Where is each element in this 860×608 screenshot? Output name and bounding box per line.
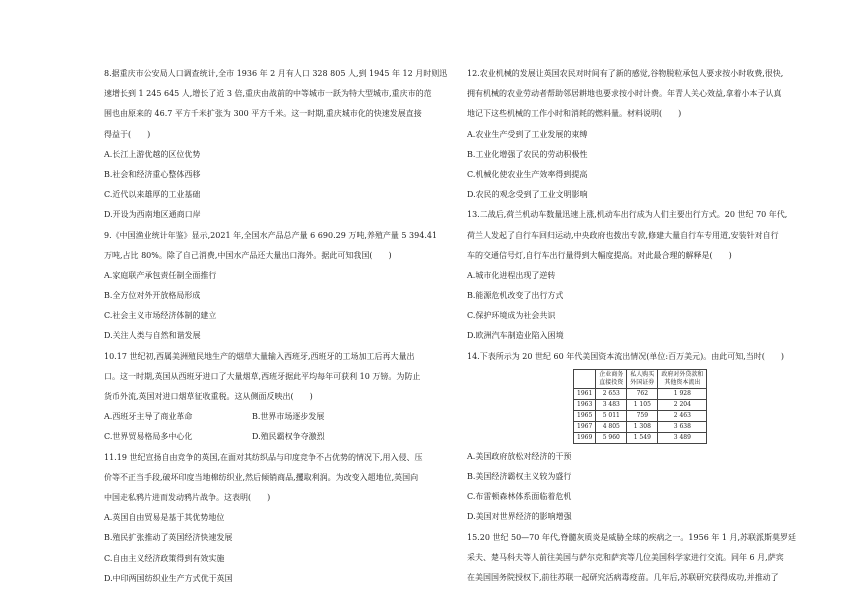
table-cell: 759 (627, 410, 658, 421)
text-line: C.自由主义经济政策得到有效实施 (104, 553, 225, 563)
table-row (574, 432, 707, 443)
right-column (467, 64, 807, 588)
text-line: B.殖民扩张推动了英国经济快速发展 (104, 533, 233, 543)
text-line: A.美国政府放松对经济的干预 (467, 451, 572, 461)
table-header-cell (627, 369, 658, 388)
option-text: A.西班牙主导了商业革命 (104, 412, 193, 422)
text-line: 14.下表所示为 20 世纪 60 年代美国资本流出情况(单位:百万美元)。由此可知,当时( ) (467, 351, 784, 361)
table-header-row (574, 369, 707, 388)
text-line: 15.20 世纪 50—70 年代,脊髓灰质炎是威胁全球的疾病之一。1956 年 1 月,苏联派斯莫罗廷 (467, 532, 797, 542)
table-cell: 1 549 (627, 432, 658, 443)
text-line: D.欧洲汽车制造业陷入困境 (467, 331, 564, 341)
text-line: 11.19 世纪宣扬自由竞争的英国,在面对其纺织品与印度竞争不占优势的情况下,用入侵、压 (104, 452, 423, 462)
header-text: 企业商务 (599, 370, 624, 378)
table-cell: 1965 (574, 410, 596, 421)
text-line: 速增长到 1 245 645 人,增长了近 3 倍,重庆由战前的中等城市一跃为特大型城市,重庆市的范 (104, 89, 432, 99)
table-cell: 3 489 (658, 432, 707, 443)
options-14-and-question-15 (467, 447, 807, 588)
text-line: D.关注人类与自然和谐发展 (104, 331, 201, 341)
text-line: 价等不正当手段,破坏印度当地棉纺织业,然后倾销商品,攫取利润。为改变入超地位,英国向 (104, 472, 419, 482)
table-header-cell (596, 369, 627, 388)
text-line: 12.农业机械的发展让英国农民对时间有了新的感觉,谷物脱粒承包人要求按小时收费,很快, (467, 69, 784, 78)
table-cell: 1967 (574, 421, 596, 432)
text-line: C.保护环境成为社会共识 (467, 311, 556, 321)
text-line: 货币外流,英国对进口烟草征收重税。这从侧面反映出( ) (104, 392, 313, 401)
text-line: C.布雷顿森林体系面临着危机 (467, 492, 572, 502)
text-line: C.社会主义市场经济体制的建立 (104, 311, 217, 321)
text-line: B.能源危机改变了出行方式 (467, 291, 564, 301)
questions-12-14 (467, 64, 807, 367)
table-cell: 3 638 (658, 421, 707, 432)
text-line: 8.据重庆市公安局人口调查统计,全市 1936 年 2 月有人口 328 805 人,到 1945 年 12 月时则迅 (104, 69, 448, 78)
left-column (104, 64, 448, 589)
option-row (104, 407, 444, 427)
text-line: D.开设为西南地区通商口岸 (104, 210, 201, 220)
text-line: 采夫、楚马科夫等人前往美国与萨尔克和萨宾等几位美国科学家进行交流。同年 6 月,萨宾 (467, 552, 784, 562)
text-line: B.社会和经济重心整体西移 (104, 169, 201, 179)
table-cell: 1 105 (627, 399, 658, 410)
text-line: 13.二战后,荷兰机动车数量迅速上涨,机动车出行成为人们主要出行方式。20 世纪 70 年代, (467, 210, 788, 220)
text-line: D.中印两国纺织业生产方式优于英国 (104, 573, 233, 583)
text-line: B.美国经济霸权主义较为盛行 (467, 472, 572, 481)
table-cell: 1963 (574, 399, 596, 410)
text-line: A.英国自由贸易是基于其优势地位 (104, 513, 225, 523)
text-line: D.农民的观念受到了工业文明影响 (467, 190, 588, 200)
table-cell: 1961 (574, 388, 596, 399)
text-line: 口。这一时期,英国从西班牙进口了大量烟草,西班牙据此平均每年可获利 10 万镑。为防止 (104, 371, 421, 381)
table-cell: 762 (627, 388, 658, 399)
table-cell: 2 204 (658, 399, 707, 410)
table-cell: 1 308 (627, 421, 658, 432)
text-line: 中国走私鸦片进而发动鸦片战争。这表明( ) (104, 492, 271, 502)
text-line: A.长江上游优越的区位优势 (104, 149, 201, 159)
option-row (104, 427, 444, 447)
table-cell: 2 653 (596, 388, 627, 399)
text-line: 万吨,占比 80%。除了自己消费,中国水产品还大量出口海外。据此可知我国( ) (104, 250, 392, 260)
table-row (574, 388, 707, 399)
text-line: 荷兰人发起了自行车回归运动,中央政府也拨出专款,修建大量自行车专用道,安装针对自行 (467, 230, 779, 240)
text-line: 车的交通信号灯,自行车出行量得到大幅度提高。对此最合理的解释是( ) (467, 250, 732, 260)
text-line: A.家庭联产承包责任制全面推行 (104, 270, 217, 280)
option-text: C.世界贸易格局多中心化 (104, 432, 193, 442)
text-line: 在美国国务院授权下,前往苏联一起研究活病毒疫苗。几年后,苏联研究获得成功,并推动了 (467, 572, 779, 582)
table-row (574, 399, 707, 410)
option-text: D.殖民霸权争夺激烈 (252, 432, 325, 442)
text-line: 拥有机械的农业劳动者帮助邻居耕地也要求按小时计费。年青人关心效益,拿着小本子认真 (467, 89, 782, 99)
text-line: C.近代以来雄厚的工业基础 (104, 190, 201, 200)
table-cell: 1969 (574, 432, 596, 443)
table-cell: 4 805 (596, 421, 627, 432)
header-text: 政府对外贷款和 (661, 370, 704, 378)
capital-outflow-table (573, 369, 707, 444)
text-line: 10.17 世纪初,西属美洲殖民地生产的烟草大量输入西班牙,西班牙的工场加工后再大量出 (104, 351, 415, 361)
table-cell: 2 463 (658, 410, 707, 421)
text-line: B.全方位对外开放格局形成 (104, 291, 201, 301)
text-line: 地记下这些机械的工作小时和消耗的燃料量。材料说明( ) (467, 109, 682, 119)
table-row (574, 410, 707, 421)
table-cell: 5 011 (596, 410, 627, 421)
table-header-cell (574, 369, 596, 388)
table-cell: 3 483 (596, 399, 627, 410)
text-line: 9.《中国渔业统计年鉴》显示,2021 年,全国水产品总产量 6 690.29 万吨,养殖产量 5 394.41 (104, 230, 438, 240)
header-text: 私人购买 (630, 370, 655, 378)
table-row (574, 421, 707, 432)
table-cell: 5 960 (596, 432, 627, 443)
text-line: A.城市化进程出现了逆转 (467, 270, 556, 280)
table-header-cell (658, 369, 707, 388)
header-text: 外国证券 (630, 378, 655, 386)
header-text: 其他资本流出 (664, 378, 701, 386)
table-cell: 1 928 (658, 388, 707, 399)
text-line: C.机械化使农业生产效率得到提高 (467, 169, 588, 179)
text-line: A.农业生产受到了工业发展的束缚 (467, 129, 588, 139)
text-line: 围也由原来的 46.7 平方千米扩张为 300 平方千米。这一时期,重庆城市化的快速发展直接 (104, 109, 422, 119)
text-line: 得益于( ) (104, 129, 151, 139)
text-line: D.美国对世界经济的影响增强 (467, 512, 572, 522)
header-text: 直接投资 (599, 378, 624, 386)
text-line: B.工业化增强了农民的劳动积极性 (467, 149, 588, 159)
option-text: B.世界市场逐步发展 (252, 412, 325, 422)
